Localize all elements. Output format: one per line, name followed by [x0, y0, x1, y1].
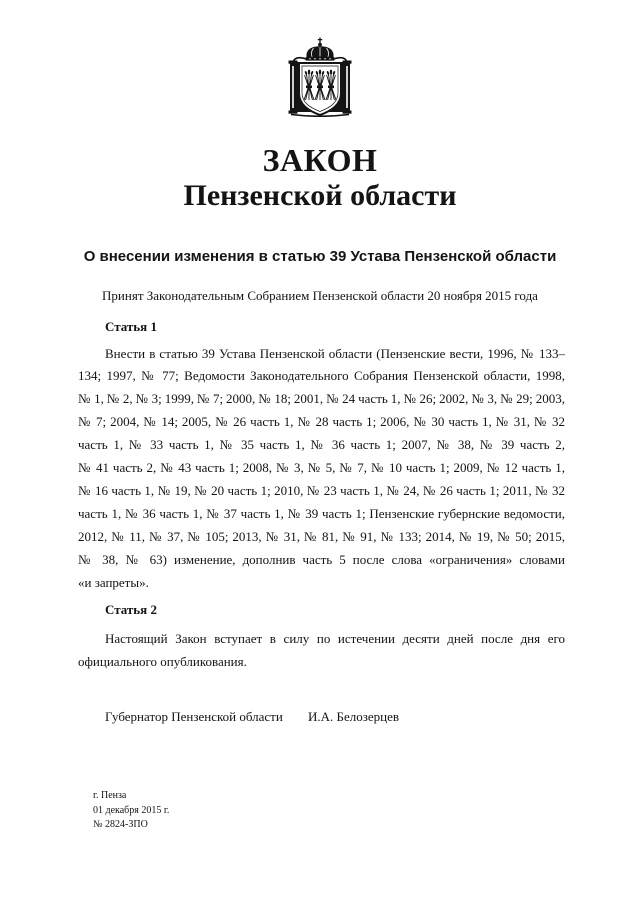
text-line: официального опубликования.	[78, 653, 247, 669]
text-line: № 1, № 2, № 3; 1999, № 7; 2000, № 18; 2001, № 24 часть 1, № 26; 2002, № 3, № 29; 2003,	[78, 391, 565, 407]
crown-icon	[306, 38, 335, 61]
adoption-note: Принят Законодательным Собранием Пензенской области 20 ноября 2015 года	[102, 287, 538, 303]
text-line: «и запреты».	[78, 574, 149, 590]
signatory-position: Губернатор Пензенской области	[105, 708, 283, 724]
law-number: № 2824-ЗПО	[93, 819, 148, 830]
text-line: часть 1, № 33 часть 1, № 35 часть 1, № 36 часть 1; 2007, № 38, № 39 часть 2,	[78, 437, 565, 453]
article-2-heading: Статья 2	[105, 601, 157, 617]
text-line: № 7; 2004, № 14; 2005, № 26 часть 1, № 28 часть 1; 2006, № 30 часть 1, № 31, № 32	[78, 414, 565, 430]
place-of-signing: г. Пенза	[93, 790, 127, 801]
coat-of-arms-emblem	[287, 37, 353, 117]
document-type-heading: ЗАКОН	[262, 142, 378, 178]
text-line: Внести в статью 39 Устава Пензенской области (Пензенские вести, 1996, № 133–	[105, 345, 565, 361]
article-1-text	[78, 343, 565, 595]
article-2-text	[78, 628, 565, 674]
text-line: часть 1, № 36 часть 1, № 37 часть 1, № 39 часть 1; Пензенские губернские ведомости,	[78, 505, 565, 521]
signing-date: 01 декабря 2015 г.	[93, 804, 170, 816]
text-line: Настоящий Закон вступает в силу по истечении десяти дней после дня его	[105, 630, 565, 646]
text-line: № 38, № 63) изменение, дополнив часть 5 после слова «ограничения» словами	[78, 551, 565, 567]
region-heading: Пензенской области	[183, 179, 457, 212]
footer-block	[93, 789, 169, 833]
law-title: О внесении изменения в статью 39 Устава Пензенской области	[83, 248, 557, 265]
signatory-name: И.А. Белозерцев	[308, 708, 400, 724]
text-line: № 16 часть 1, № 19, № 20 часть 1; 2010, № 23 часть 1, № 24, № 26 часть 1; 2011, № 32	[78, 482, 565, 498]
text-line: 134; 1997, № 77; Ведомости Законодательного Собрания Пензенской области, 1998,	[78, 368, 565, 384]
text-line: 2012, № 11, № 37, № 105; 2013, № 31, № 81, № 91, № 133; 2014, № 19, № 50; 2015,	[78, 528, 565, 544]
text-line: № 41 часть 2, № 43 часть 1; 2008, № 3, № 5, № 7, № 10 часть 1; 2009, № 12 часть 1,	[78, 460, 565, 476]
article-1-heading: Статья 1	[105, 318, 157, 334]
